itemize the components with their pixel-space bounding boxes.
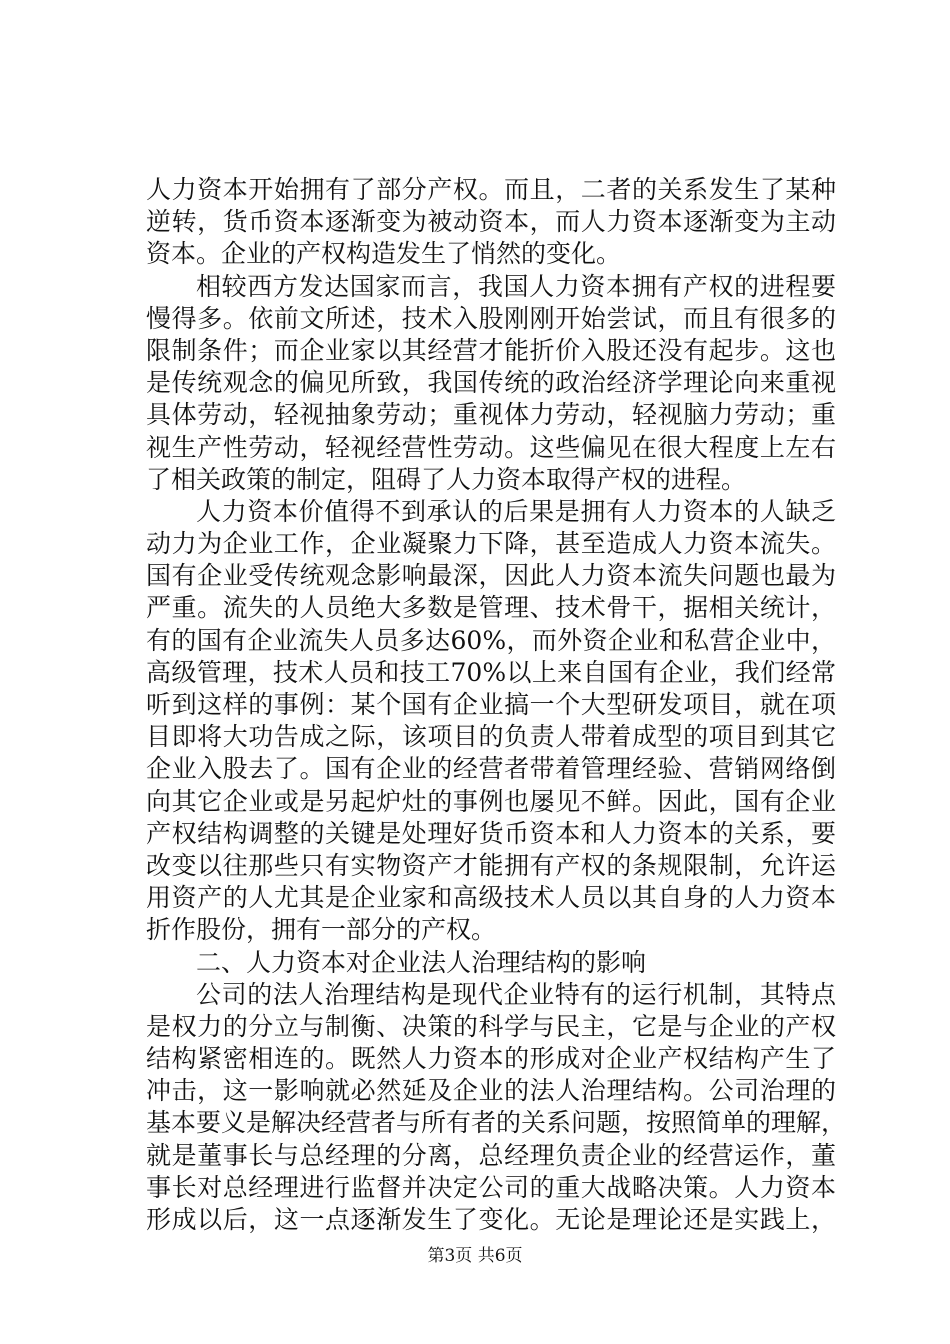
text-line: 企业入股去了。国有企业的经营者带着管理经验、营销网络倒 — [146, 754, 836, 784]
body-text — [146, 174, 847, 1236]
text-line: 资本。企业的产权构造发生了悄然的变化。 — [146, 239, 622, 269]
text-line: 高级管理，技术人员和技工70%以上来自国有企业，我们经常 — [146, 657, 836, 687]
page-footer: 第3页 共6页 — [427, 1246, 523, 1266]
text-line: 国有企业受传统观念影响最深，因此人力资本流失问题也最为 — [146, 561, 836, 591]
text-line: 向其它企业或是另起炉灶的事例也屡见不鲜。因此，国有企业 — [146, 786, 836, 816]
text-line: 有的国有企业流失人员多达60%，而外资企业和私营企业中， — [146, 625, 836, 655]
text-line: 是权力的分立与制衡、决策的科学与民主，它是与企业的产权 — [146, 1011, 836, 1041]
text-line: 了相关政策的制定，阻碍了人力资本取得产权的进程。 — [146, 464, 747, 494]
text-line: 折作股份，拥有一部分的产权。 — [146, 915, 497, 945]
text-line: 结构紧密相连的。既然人力资本的形成对企业产权结构产生了 — [146, 1044, 836, 1074]
text-line: 形成以后，这一点逐渐发生了变化。无论是理论还是实践上， — [146, 1205, 836, 1234]
text-line: 事长对总经理进行监督并决定公司的重大战略决策。人力资本 — [146, 1172, 836, 1202]
text-line: 相较西方发达国家而言，我国人力资本拥有产权的进程要 — [196, 271, 836, 301]
text-line: 逆转，货币资本逐渐变为被动资本，而人力资本逐渐变为主动 — [146, 207, 836, 237]
text-line: 严重。流失的人员绝大多数是管理、技术骨干，据相关统计， — [146, 593, 836, 623]
text-line: 基本要义是解决经营者与所有者的关系问题，按照简单的理解， — [146, 1108, 847, 1138]
text-line: 具体劳动，轻视抽象劳动；重视体力劳动，轻视脑力劳动；重 — [146, 400, 836, 430]
text-line: 人力资本开始拥有了部分产权。而且，二者的关系发生了某种 — [146, 175, 836, 204]
text-line: 目即将大功告成之际，该项目的负责人带着成型的项目到其它 — [146, 722, 836, 752]
text-line: 公司的法人治理结构是现代企业特有的运行机制，其特点 — [196, 979, 836, 1009]
text-line: 改变以往那些只有实物资产才能拥有产权的条规限制，允许运 — [146, 850, 836, 880]
text-line: 冲击，这一影响就必然延及企业的法人治理结构。公司治理的 — [146, 1076, 836, 1106]
text-line: 用资产的人尤其是企业家和高级技术人员以其自身的人力资本 — [146, 883, 836, 913]
text-line: 二、人力资本对企业法人治理结构的影响 — [196, 947, 647, 977]
text-line: 听到这样的事例：某个国有企业搞一个大型研发项目，就在项 — [146, 690, 836, 719]
text-line: 动力为企业工作，企业凝聚力下降，甚至造成人力资本流失。 — [146, 529, 836, 559]
text-line: 限制条件；而企业家以其经营才能折价入股还没有起步。这也 — [146, 335, 836, 365]
text-line: 就是董事长与总经理的分离，总经理负责企业的经营运作，董 — [146, 1140, 836, 1170]
text-line: 慢得多。依前文所述，技术入股刚刚开始尝试，而且有很多的 — [146, 303, 836, 333]
text-line: 视生产性劳动，轻视经营性劳动。这些偏见在很大程度上左右 — [146, 432, 836, 462]
text-line: 产权结构调整的关键是处理好货币资本和人力资本的关系，要 — [146, 818, 836, 848]
text-line: 人力资本价值得不到承认的后果是拥有人力资本的人缺乏 — [196, 496, 836, 526]
text-line: 是传统观念的偏见所致，我国传统的政治经济学理论向来重视 — [146, 368, 836, 398]
